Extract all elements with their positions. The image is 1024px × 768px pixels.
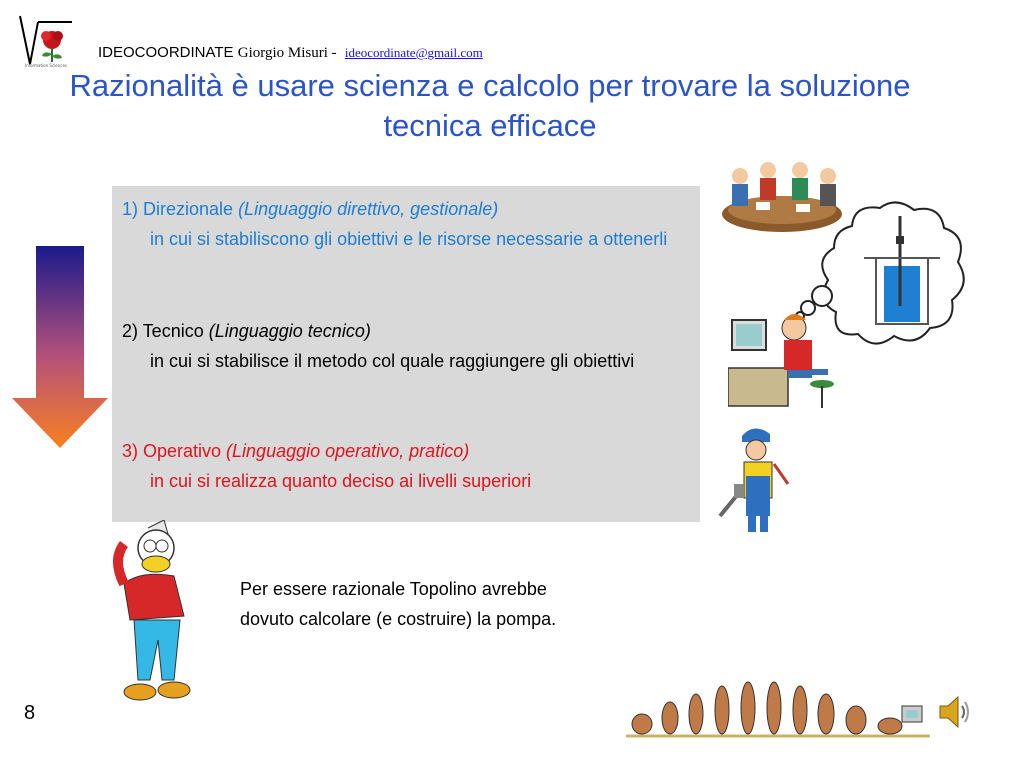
- header-line: [98, 44, 483, 62]
- rose-logo: [16, 12, 76, 68]
- programmer-picture: [728, 300, 842, 416]
- topolino-picture: [104, 520, 228, 708]
- levels-box: [112, 186, 700, 522]
- email-link[interactable]: ideocordinate@gmail.com: [344, 45, 483, 60]
- slide-title: Razionalità è usare scienza e calcolo per trovare la soluzione tecnica efficace: [69, 68, 911, 143]
- level-operativo: [122, 436, 682, 496]
- evolution-picture: [626, 676, 930, 742]
- topolino-caption: Per essere razionale Topolino avrebbe dovuto calcolare (e costruire) la pompa.: [240, 579, 557, 629]
- level-1-note: (Linguaggio direttivo, gestionale): [238, 199, 499, 219]
- speaker-icon[interactable]: [938, 694, 970, 730]
- level-tecnico: [122, 316, 682, 376]
- level-3-head: 3) Operativo: [122, 441, 227, 461]
- level-3-note: (Linguaggio operativo, pratico): [226, 441, 470, 461]
- level-2-head: 2) Tecnico: [122, 321, 209, 341]
- level-2-detail: in cui si stabilisce il metodo col quale raggiungere gli obiettivi: [150, 351, 635, 371]
- level-1-detail: in cui si stabiliscono gli obiettivi e le risorse necessarie a ottenerli: [150, 229, 668, 249]
- worker-picture: [714, 424, 808, 538]
- header-org: IDEOCOORDINATE: [98, 44, 234, 61]
- level-2-note: (Linguaggio tecnico): [208, 321, 371, 341]
- logo-caption: Information Sciences: [24, 63, 68, 68]
- down-arrow: [12, 246, 108, 448]
- level-1-head: 1) Direzionale: [122, 199, 239, 219]
- level-direzionale: [122, 194, 682, 254]
- slide-number: 8: [24, 702, 36, 724]
- level-3-detail: in cui si realizza quanto deciso ai livelli superiori: [150, 471, 532, 491]
- header-author: Giorgio Misuri -: [237, 45, 337, 61]
